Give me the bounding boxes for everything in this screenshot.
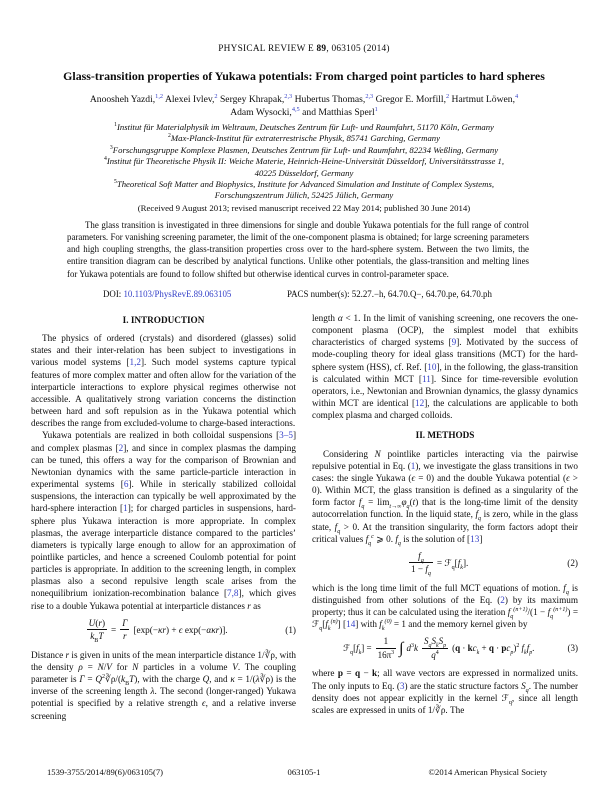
equation-3-number: (3) xyxy=(567,643,578,654)
intro-paragraph-3-continued: length α < 1. In the limit of vanishing screening, one recovers the one-component plasma (OCP), the simplest model that exhibits characteristics of charged systems [9]. Motivated by the success of mode-coupling theory for ideal glass transitions (MCT) for the hard-sphere system (HSS), cf. Ref. [10], in the following, the glass-transition is calculated within MCT [11]. Since for time-reversible evolution operators, i.e., Newtonian and Brownian dynamics, the glassy dynamics within MCT are identical [12], the calculations are applicable to both complex plasma and charged colloids. xyxy=(312,313,578,421)
eq1-lhs-fraction xyxy=(87,617,107,645)
abstract: The glass transition is investigated in three dimensions for single and double Yukawa potentials for the full range of control parameters. For vanishing screening parameter, the limit of the one-component plasma is obtained; for large screening parameters and high coupling strengths, the glass-transition properties cross over to the hard-sphere system. Between the two limits, the entire transition diagram can be described by analytical functions. Unlike other potentials, the glass-transition and melting lines for Yukawa potentials are found to follow shifted but otherwise identical curves in control-parameter space. xyxy=(67,220,529,279)
affiliation-line: 40225 Düsseldorf, Germany xyxy=(254,167,354,178)
eq3-rhs: $(q \cdot kc_k + q \cdot pc_p)^2$ $f_kf_p$. xyxy=(452,643,535,657)
intro-paragraph-2: Yukawa potentials are realized in both colloidal suspensions [3–5] and complex plasmas [2], and since in complex plasmas the damping can be tuned, this offers a way for the comparison of Brownian and Newtonian dynamics with the same particle-particle interaction in experimental systems [6]. While in sterically stabilized colloidal suspensions, the interaction can typically be well approximated by the hard-sphere interaction [1]; for charged particles in suspensions, hard-sphere plus Yukawa interaction is more appropriate. In complex plasmas, the average interparticle distance compared to the particles’ diameters is typically large enough to allow for an approximation of pointlike particles, and hence a screened Coulomb potential for point particles is appropriate. In addition to the screening length, in complex plasmas also a second repulsive length scale arises from the nonequilibrium ionization-recombination balance [7,8], which gives rise to a double Yukawa potential at interparticle distances r as xyxy=(31,430,296,611)
eq1-coefficient-fraction xyxy=(120,618,129,642)
eq3-frac-denominator: $q^4$ xyxy=(422,648,448,661)
eq3-lhs: $ℱ_q[f_k]$ = xyxy=(343,643,372,657)
eq1-lhs-denominator: $k_BT$ xyxy=(87,629,107,642)
equation-ref-link[interactable]: 2 xyxy=(500,594,505,605)
intro-paragraph-1: The physics of ordered (crystals) and disordered (glasses) solid states and their inter-relation has been subject to investigations in various model systems [1,2]. Such model systems capture typical features of more complex matter and often allow for the variation of the interparticle interactions to explore physical regimes otherwise not accessible. A qualitatively strong variation concerns the distinction between hard and soft repulsion as in the Yukawa potential which describes the range from excluded-volume to charge-based interactions. xyxy=(31,333,296,429)
eq3-coefficient-fraction xyxy=(376,636,397,660)
paper-title: Glass-transition properties of Yukawa potentials: From charged point particles to hard spheres xyxy=(63,69,545,83)
methods-paragraph-2: which is the long time limit of the full MCT equations of motion. $f_q$ is distinguished from other solutions of the Eq. (2) by its maximum property; thus it can be calculated using the iteration $f_q^{(n+1)}/(1 - f_q^{(n+1)})$ = $ℱ_q[f_k^{(n)}]$ [14] with $f_k^{(0)} = 1$ and the memory kernel given by xyxy=(312,582,578,633)
citation-link[interactable]: 13 xyxy=(470,533,480,544)
pacs-line xyxy=(287,289,492,299)
doi-label: DOI: xyxy=(103,289,122,299)
affiliation-line: $^3$Forschungsgruppe Komplexe Plasmen, Deutsches Zentrum für Luft- und Raumfahrt, 82234 Weßling, Germany xyxy=(109,144,499,155)
methods-paragraph-1: Considering N pointlike particles interacting via the pairwise repulsive potential in Eq. (1), we investigate the glass transitions in two cases: the single Yukawa (ϵ = 0) and the double Yukawa potential (ϵ > 0). Within MCT, the glass transition is defined as a singularity of the form factor $f_q = \lim_{t\to\infty}\varphi_q(t)$ that is the long-time limit of the density autocorrelation function. In the liquid state, $f_q$ is zero, while in the glass state, $f_q > 0$. At the transition singularity, the form factors adopt their critical values $f_q^c$ ⩾ 0. $f_q$ is the solution of [13] xyxy=(312,448,578,547)
pacs-label: PACS number(s): xyxy=(287,289,350,299)
eq2-fraction xyxy=(409,550,433,578)
citation-link[interactable]: 11 xyxy=(422,373,431,384)
citation-link[interactable]: 6 xyxy=(123,479,129,490)
pacs-value: 52.27.−h, 64.70.Q−, 64.70.pe, 64.70.ph xyxy=(351,289,492,299)
page-number: 063105-1 xyxy=(287,767,321,777)
equation-1-body xyxy=(31,617,283,645)
left-column xyxy=(31,312,296,764)
citation-link[interactable]: 1,2 xyxy=(129,357,141,368)
affiliation-line: $^5$Theoretical Soft Matter and Biophysics, Institute for Advanced Simulation and Institute of Complex Systems, xyxy=(113,179,494,190)
eq2-numerator: $f_q$ xyxy=(418,550,424,564)
citation-link[interactable]: 9 xyxy=(451,337,457,348)
affiliations xyxy=(30,122,578,202)
section-heading-introduction: I. INTRODUCTION xyxy=(122,315,205,325)
eq2-rhs: = $ℱ_q[f_k]$. xyxy=(436,557,469,571)
author-list xyxy=(30,93,578,119)
equation-1 xyxy=(31,617,296,645)
citation-link[interactable]: 12 xyxy=(415,398,425,409)
authors-line-2: Adam Wysocki,$^{4,5}$ and Matthias Sperl$^1$ xyxy=(230,105,378,118)
eq1-coef-denominator: r xyxy=(120,629,129,642)
equation-2-body xyxy=(312,550,565,578)
copyright-notice: ©2014 American Physical Society xyxy=(428,767,547,777)
issn-copyright-code: 1539-3755/2014/89(6)/063105(7) xyxy=(47,767,164,777)
intro-paragraph-3: Distance r is given in units of the mean interparticle distance 1/∛ρ, with the density ρ = N/V for N particles in a volume V. The coupling parameter is $\Gamma = Q^2∛\rho/(k_BT)$, with the charge Q, and κ = 1/(λ∛ρ) is the inverse of the screening length λ. The second (longer-ranged) Yukawa potential is specified by a relative strength ϵ, and a relative inverse screening xyxy=(31,649,296,721)
received-dates-line: (Received 9 August 2013; revised manuscript received 22 May 2014; published 30 June 2014) xyxy=(137,203,471,213)
equation-2-number: (2) xyxy=(567,557,578,568)
section-heading-methods: II. METHODS xyxy=(415,430,475,441)
citation-link[interactable]: 3–5 xyxy=(279,430,293,441)
citation-link[interactable]: 2 xyxy=(118,442,124,453)
eq1-equals-sign: = xyxy=(111,624,117,635)
equation-3 xyxy=(312,636,578,660)
authors-line-1: Anoosheh Yazdi,$^{1,2}$ Alexei Ivlev,$^2$ Sergey Khrapak,$^{2,3}$ Hubertus Thomas,$^{2,3}$ Gregor E. Morfill,$^2$ Hartmut Löwen,$^4$ xyxy=(89,92,519,105)
affiliation-line: $^1$Institut für Materialphysik im Weltraum, Deutsches Zentrum für Luft- und Raumfahrt, 51170 Köln, Germany xyxy=(114,122,494,132)
equation-2 xyxy=(312,550,578,578)
citation-link[interactable]: 1 xyxy=(123,503,128,514)
eq3-measure: $d^3k$ xyxy=(406,643,418,654)
eq3-coef-numerator: 1 xyxy=(383,636,389,647)
eq3-frac-numerator: $S_qS_kS_p$ xyxy=(423,636,447,650)
journal-running-head: PHYSICAL REVIEW E 89, 063105 (2014) xyxy=(218,44,390,54)
eq1-rhs: [exp(−κr) + ϵ exp(−ακr)]. xyxy=(133,624,228,635)
eq2-denominator: $1 - f_q$ xyxy=(410,564,431,578)
equation-3-body xyxy=(312,636,566,660)
equation-ref-link[interactable]: 1 xyxy=(410,460,416,471)
citation-link[interactable]: 7,8 xyxy=(227,588,239,599)
doi-link[interactable]: 10.1103/PhysRevE.89.063105 xyxy=(123,289,232,299)
eq3-coef-denominator: $16\pi^3$ xyxy=(377,649,395,660)
eq3-structure-factor-fraction xyxy=(422,636,448,660)
affiliation-line: $^4$Institut für Theoretische Physik II: Weiche Materie, Heinrich-Heine-Universität Düsseldorf, Universitätsstrasse 1, xyxy=(103,156,505,167)
doi-line xyxy=(103,289,231,299)
citation-link[interactable]: 14 xyxy=(346,619,356,630)
affiliation-line: Forschungszentrum Jülich, 52425 Jülich, Germany xyxy=(214,190,394,201)
right-column xyxy=(312,312,578,764)
eq1-coef-numerator: Γ xyxy=(122,617,128,628)
methods-paragraph-3: where p = q − k; all wave vectors are expressed in normalized units. The only inputs to Eq. (3) are the static structure factors $S_q$. The number density does not appear explicitly in the kernel ℱ$_q$, since all length scales are expressed in units of 1/∛ρ. The xyxy=(312,668,578,715)
affiliation-line: $^2$Max-Planck-Institut für extraterrestrische Physik, 85741 Garching, Germany xyxy=(168,133,440,144)
equation-1-number: (1) xyxy=(285,624,296,635)
equation-ref-link[interactable]: 3 xyxy=(399,680,405,691)
citation-link[interactable]: 10 xyxy=(427,361,437,372)
eq1-lhs-numerator: U(r) xyxy=(88,617,106,628)
integral-sign: ∫ xyxy=(399,640,404,658)
